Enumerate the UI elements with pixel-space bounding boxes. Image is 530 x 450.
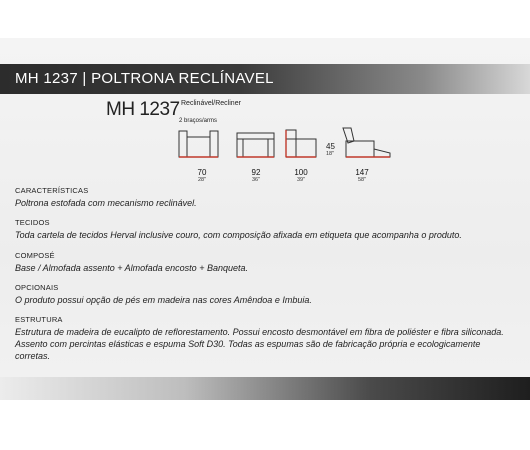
dimension-cm: 70 (197, 168, 207, 177)
section-text-caracteristicas: Poltrona estofada com mecanismo reclinável. (15, 198, 197, 208)
page-title: MH 1237 | POLTRONA RECLÍNAVEL (15, 70, 274, 87)
dimension-cm: 92 (251, 168, 261, 177)
section-heading-tecidos: TECIDOS (15, 218, 50, 227)
dimension-in: 39" (296, 177, 306, 183)
dimension-cm: 100 (294, 168, 308, 177)
dimension-in: 28" (197, 177, 207, 183)
title-bar (0, 64, 530, 94)
section-text-opcionais: O produto possui opção de pés em madeira nas cores Amêndoa e Imbuia. (15, 295, 312, 305)
dimension-width (187, 168, 217, 184)
section-text-estrutura: Estrutura de madeira de eucalipto de reflorestamento. Possui encosto desmontável em fibra de poliéster e fibra siliconada. Assento com percintas elásticas e espuma Soft D30. Todas as espumas são de fabricação própria e ecologicamente corretas. (15, 327, 504, 361)
dimension-depth (241, 168, 271, 184)
section-text-tecidos: Toda cartela de tecidos Herval inclusive couro, com composição afixada em etiqueta que acompanha o produto. (15, 230, 462, 240)
side-view-drawing (286, 130, 316, 157)
section-heading-composicao: COMPOSÉ (15, 251, 55, 260)
footer-bar (0, 377, 530, 400)
height-dimension (326, 142, 335, 158)
model-subtitle: Reclinável/Recliner (181, 100, 241, 107)
reclined-view-drawing (343, 128, 390, 157)
section-heading-opcionais: OPCIONAIS (15, 283, 59, 292)
height-cm: 45 (326, 142, 335, 151)
arms-label: 2 braços/arms (179, 118, 218, 124)
section-heading-estrutura: ESTRUTURA (15, 315, 63, 324)
dimension-cm: 147 (355, 168, 369, 177)
dimension-in: 36" (251, 177, 261, 183)
dimension-in: 58" (357, 177, 367, 183)
dimension-height (286, 168, 316, 184)
top-view-drawing (237, 133, 274, 157)
model-code: MH 1237 (106, 99, 180, 120)
product-drawings (176, 123, 396, 168)
section-heading-caracteristicas: CARACTERÍSTICAS (15, 186, 89, 195)
dimension-reclined-depth (347, 168, 377, 184)
section-text-composicao: Base / Almofada assento + Almofada encosto + Banqueta. (15, 263, 248, 273)
height-in: 18" (326, 151, 335, 157)
front-view-drawing (179, 131, 218, 157)
